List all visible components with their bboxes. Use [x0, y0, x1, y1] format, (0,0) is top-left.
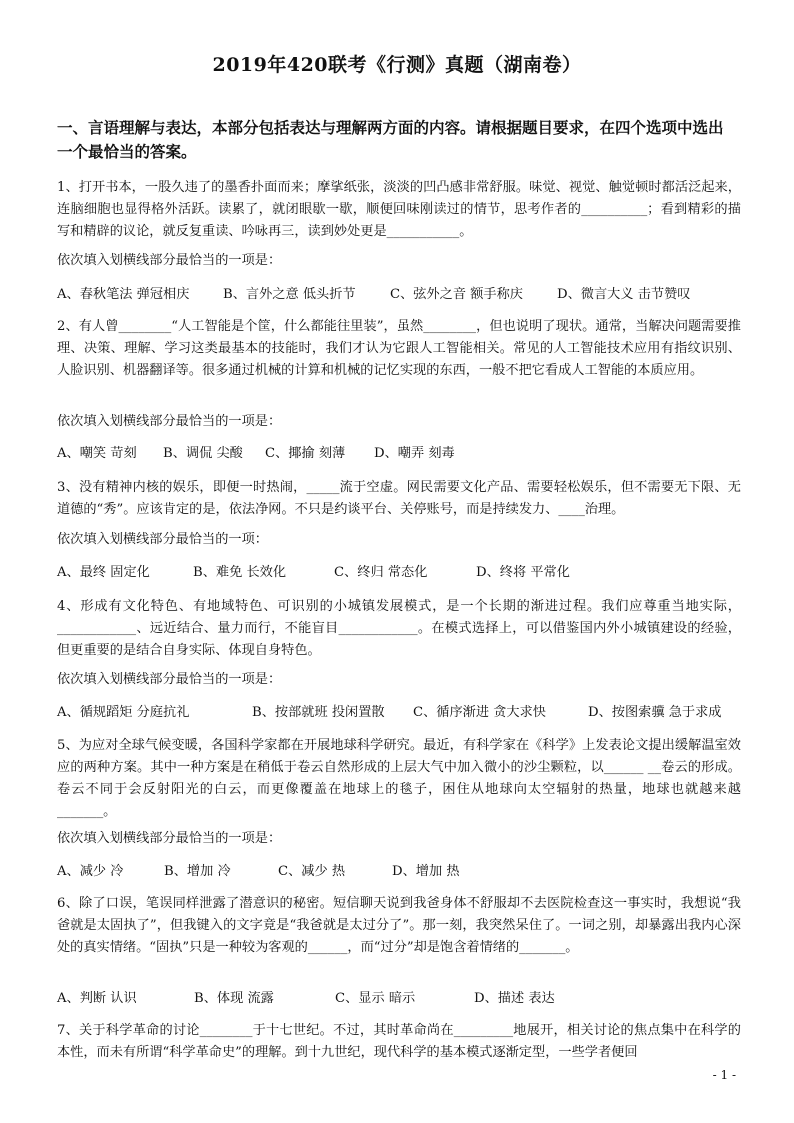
question-4-option-c: C、循序渐进 贪大求快 — [413, 705, 546, 720]
question-4-option-a: A、循规蹈矩 分庭抗礼 — [57, 705, 190, 720]
section-heading: 一、言语理解与表达，本部分包括表达与理解两方面的内容。请根据题目要求，在四个选项中选出一个最恰当的答案。 — [57, 118, 724, 161]
question-5-option-b: B、增加 冷 — [164, 864, 231, 879]
question-1-prompt: 依次填入划横线部分最恰当的一项是： — [57, 253, 282, 268]
question-3-option-b: B、难免 长效化 — [193, 565, 287, 580]
question-3-option-c: C、终归 常态化 — [334, 565, 428, 580]
question-3-prompt: 依次填入划横线部分最恰当的一项： — [57, 532, 268, 547]
question-2-prompt: 依次填入划横线部分最恰当的一项是： — [57, 414, 282, 429]
question-4-stem: 4、形成有文化特色、有地域特色、可识别的小城镇发展模式，是一个长期的渐进过程。我们应尊重当地实际，____________、远近结合、量力而行，不能盲目____________。在模式选择上，可以借鉴国内外小城镇建设的经验，但更重要的是结合自身实际、体现自身特色。 — [57, 599, 741, 658]
question-2-option-b: B、调侃 尖酸 — [163, 446, 243, 461]
question-5-option-a: A、减少 冷 — [57, 864, 124, 879]
question-1-option-a: A、春秋笔法 弹冠相庆 — [57, 287, 190, 302]
question-7-stem: 7、关于科学革命的讨论________于十七世纪。不过，其时革命尚在_________地展开，相关讨论的焦点集中在科学的本性，而未有所谓“科学革命史”的理解。到十九世纪，现代科学的基本模式逐渐定型，一些学者便回 — [57, 1023, 741, 1060]
question-3-option-d: D、终将 平常化 — [476, 565, 570, 580]
question-5-option-d: D、增加 热 — [392, 864, 460, 879]
question-1-stem: 1、打开书本，一股久违了的墨香扑面而来；摩挲纸张，淡淡的凹凸感非常舒服。味觉、视觉、触觉顿时都活泛起来，连脑细胞也显得格外活跃。读累了，就闭眼歇一歇，顺便回味刚读过的情节，思考作者的__________；看到精彩的描写和精辟的议论，就反复重读、吟咏再三，读到妙处更是___________。 — [57, 180, 741, 239]
question-4-option-b: B、按部就班 投闲置散 — [252, 705, 385, 720]
question-2-option-a: A、嘲笑 苛刻 — [57, 446, 137, 461]
question-2-option-d: D、嘲弄 刻毒 — [374, 446, 455, 461]
question-6-option-c: C、显示 暗示 — [335, 991, 416, 1006]
question-6-option-b: B、体现 流露 — [194, 991, 274, 1006]
question-3-option-a: A、最终 固定化 — [57, 565, 150, 580]
question-2-stem: 2、有人曾________“人工智能是个筐，什么都能往里装”，虽然________，但也说明了现状。通常，当解决问题需要推理、决策、理解、学习这类最基本的技能时，我们才认为它跟人工智能相关。常见的人工智能技术应用有指纹识别、人脸识别、机器翻译等。很多通过机械的计算和机械的记忆实现的东西，一般不把它看成人工智能的本质应用。 — [57, 319, 741, 378]
question-5-stem: 5、为应对全球气候变暖，各国科学家都在开展地球科学研究。最近，有科学家在《科学》上发表论文提出缓解温室效应的两种方案。其中一种方案是在稍低于卷云自然形成的上层大气中加入微小的沙尘颗粒，以______ __卷云的形成。卷云不同于会反射阳光的白云，而更像覆盖在地球上的毯子，困住从地球向太空辐射的热量，地球也就越来越_______。 — [57, 738, 741, 819]
question-2-option-c: C、揶揄 刻薄 — [265, 446, 346, 461]
question-5-option-c: C、减少 热 — [278, 864, 346, 879]
question-6-stem: 6、除了口误，笔误同样泄露了潜意识的秘密。短信聊天说到我爸身体不舒服却不去医院检查这一事实时，我想说“我爸就是太固执了”，但我键入的文字竟是“我爸就是太过分了”。那一刻，我突然呆住了。一词之别，却暴露出我内心深处的真实情绪。“固执”只是一种较为客观的______，而“过分”却是饱含着情绪的_______。 — [57, 896, 741, 955]
question-1-option-b: B、言外之意 低头折节 — [223, 287, 356, 302]
question-4-prompt: 依次填入划横线部分最恰当的一项是： — [57, 672, 282, 687]
page-number: - 1 - — [712, 1068, 736, 1082]
question-5-prompt: 依次填入划横线部分最恰当的一项是： — [57, 831, 282, 846]
page-title: 2019年420联考《行测》真题（湖南卷） — [212, 54, 582, 76]
question-1-option-c: C、弦外之音 额手称庆 — [390, 287, 523, 302]
question-4-option-d: D、按图索骥 急于求成 — [588, 705, 722, 720]
question-6-option-a: A、判断 认识 — [57, 991, 137, 1006]
question-3-stem: 3、没有精神内核的娱乐，即便一时热闹，_____流于空虚。网民需要文化产品、需要轻松娱乐，但不需要无下限、无道德的“秀”。应该肯定的是，依法净网。不只是约谈平台、关停账号，而是持续发力、____治理。 — [57, 480, 741, 517]
question-6-option-d: D、描述 表达 — [474, 991, 555, 1006]
question-1-option-d: D、微言大义 击节赞叹 — [557, 287, 691, 302]
